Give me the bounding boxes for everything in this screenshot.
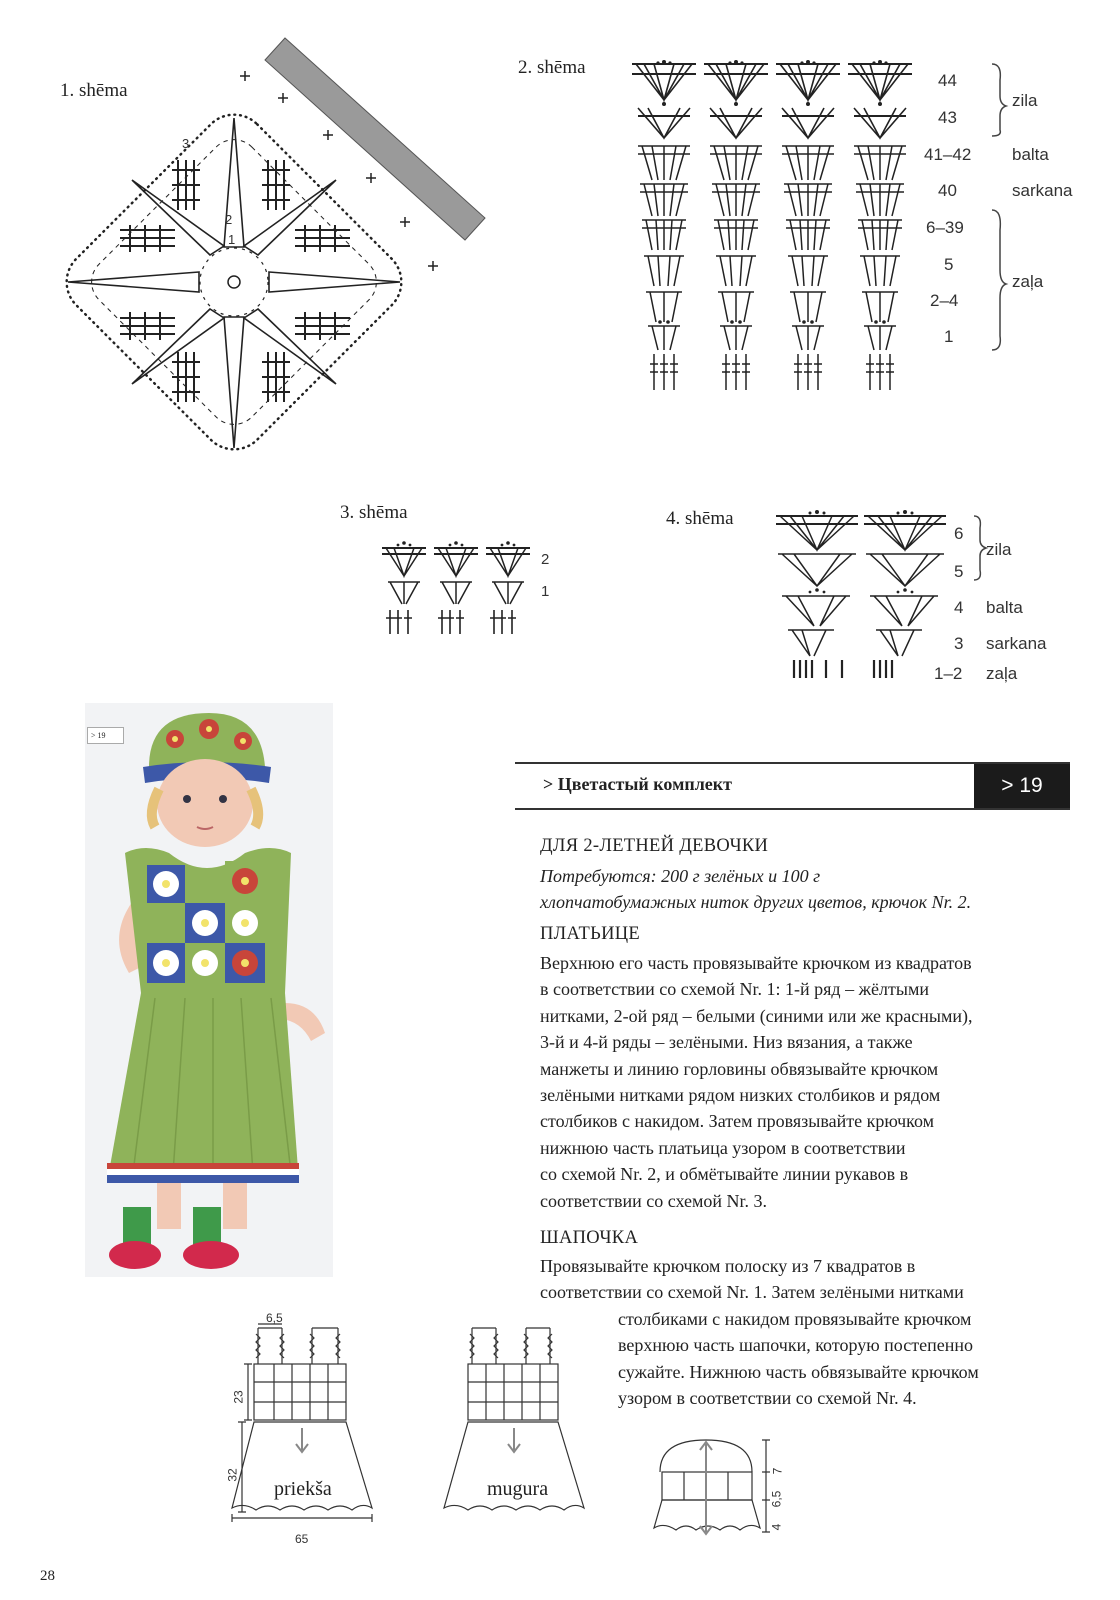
article-title-bar bbox=[515, 762, 1070, 810]
hat-dim-bottom: 4 bbox=[769, 1523, 784, 1531]
front-strap-width: 6,5 bbox=[266, 1311, 283, 1325]
front-skirt-height: 32 bbox=[225, 1468, 240, 1482]
dress-line: со схемой Nr. 2, и обмётывайте линии рукавов в bbox=[540, 1164, 909, 1185]
schema-4-color-balta: balta bbox=[986, 598, 1023, 617]
schema-2-row-41-42: 41–42 bbox=[924, 145, 972, 164]
schema-1-spike bbox=[68, 272, 199, 292]
schema-3-column bbox=[486, 541, 530, 634]
schema-3-column bbox=[434, 541, 478, 634]
back-label: mugura bbox=[487, 1478, 549, 1500]
schema-1-diagram bbox=[0, 0, 480, 460]
dress-line: соответствии со схемой Nr. 3. bbox=[540, 1190, 768, 1211]
schema-1-spike bbox=[224, 118, 244, 247]
leg bbox=[157, 1183, 181, 1229]
schema-1-label: 1. shēma bbox=[60, 80, 128, 101]
product-photo bbox=[85, 703, 333, 1277]
shoe bbox=[109, 1241, 161, 1269]
back-pattern bbox=[434, 1322, 604, 1542]
hat-line: соответствии со схемой Nr. 1. Затем зелёными нитками bbox=[540, 1282, 964, 1303]
hat-line: сужайте. Нижнюю часть обвязывайте крючком bbox=[618, 1361, 979, 1382]
schema-4-row-1-2: 1–2 bbox=[934, 664, 963, 683]
front-pattern bbox=[222, 1322, 392, 1562]
schema-4-row-3: 3 bbox=[954, 634, 964, 653]
dress-line: нижнюю часть платьица узором в соответствии bbox=[540, 1137, 906, 1158]
schema-2-column bbox=[632, 60, 696, 390]
front-hem-width: 65 bbox=[295, 1532, 309, 1546]
schema-1-round-1: 1 bbox=[228, 232, 236, 247]
hat-line: столбиками с накидом провязывайте крючком bbox=[618, 1308, 972, 1329]
schema-4-bottom-stitches bbox=[794, 660, 892, 678]
hat-heading: ШАПОЧКА bbox=[540, 1228, 639, 1248]
schema-2-row-40: 40 bbox=[938, 181, 957, 200]
leg bbox=[223, 1183, 247, 1229]
girl-in-dress-illustration bbox=[85, 703, 333, 1277]
dress-heading: ПЛАТЬИЦЕ bbox=[540, 924, 640, 944]
schema-3-diagram bbox=[380, 540, 550, 640]
schema-3-row-2: 2 bbox=[541, 551, 550, 568]
schema-2-color-zala: zaļa bbox=[1012, 272, 1044, 291]
schema-2-diagram bbox=[630, 60, 930, 390]
dress-line: нитками, 2-ой ряд – белыми (синими или же красными), bbox=[540, 1005, 973, 1026]
article-title: > Цветастый комплект bbox=[543, 774, 733, 794]
dress-line: манжеты и линию горловины обвязывайте крючком bbox=[540, 1058, 939, 1079]
schema-1-stitch-bundle bbox=[120, 225, 175, 252]
hat-dim-top: 7 bbox=[770, 1467, 785, 1475]
schema-2-column bbox=[848, 60, 912, 390]
dress-line: зелёными нитками рядом низких столбиков и рядом bbox=[540, 1085, 941, 1106]
schema-1-plus-mark bbox=[240, 71, 250, 81]
schema-1-round-3: 3 bbox=[182, 136, 190, 151]
hat-line: верхнюю часть шапочки, которую постепенно bbox=[618, 1335, 973, 1356]
front-label: priekša bbox=[274, 1478, 332, 1500]
schema-4-row-4: 4 bbox=[954, 598, 964, 617]
front-bodice-height: 23 bbox=[231, 1390, 246, 1404]
materials-text bbox=[540, 863, 1080, 916]
schema-2-column bbox=[776, 60, 840, 390]
schema-1-stitch-bundle bbox=[295, 225, 350, 252]
schema-4-color-zala: zaļa bbox=[986, 664, 1018, 683]
article-subtitle: ДЛЯ 2-ЛЕТНЕЙ ДЕВОЧКИ bbox=[540, 836, 769, 856]
materials-line: хлопчатобумажных ниток других цветов, крючок Nr. 2. bbox=[540, 892, 972, 913]
shoe bbox=[183, 1241, 239, 1269]
hat-line: узором в соответствии со схемой Nr. 4. bbox=[618, 1388, 917, 1409]
dress-instructions bbox=[540, 950, 1080, 1214]
schema-3-column bbox=[382, 541, 426, 634]
schema-1-plus-mark bbox=[428, 261, 438, 271]
hat-dim-middle: 6,5 bbox=[769, 1490, 784, 1508]
schema-1-plus-mark bbox=[323, 130, 333, 140]
hat-line: Провязывайте крючком полоску из 7 квадратов в bbox=[540, 1256, 916, 1276]
schema-4-column bbox=[864, 510, 946, 656]
face bbox=[157, 759, 253, 847]
schema-1-plus-mark bbox=[366, 173, 376, 183]
schema-3-row-1: 1 bbox=[541, 583, 550, 600]
schema-1-spike bbox=[244, 309, 336, 384]
schema-1-spike bbox=[224, 317, 244, 448]
materials-line: Потребуются: 200 г зелёных и 100 г bbox=[540, 866, 821, 886]
page-number: 28 bbox=[40, 1568, 55, 1584]
schema-2-row-6-39: 6–39 bbox=[926, 218, 964, 237]
schema-1-stitch-bundle bbox=[295, 312, 350, 340]
schema-1-stitch-bundle bbox=[172, 352, 200, 402]
schema-2-color-zila: zila bbox=[1012, 91, 1038, 110]
schema-2-color-sarkana: sarkana bbox=[1012, 181, 1073, 200]
schema-3-label: 3. shēma bbox=[340, 502, 408, 523]
schema-2-color-balta: balta bbox=[1012, 145, 1049, 164]
dress-line: в соответствии со схемой Nr. 1: 1-й ряд – жёлтыми bbox=[540, 979, 929, 1000]
schema-1-stitch-bundle bbox=[262, 352, 290, 402]
schema-1-spike bbox=[269, 272, 400, 292]
schema-2-column bbox=[704, 60, 768, 390]
dress-line: столбиков с накидом. Затем провязывайте крючком bbox=[540, 1111, 935, 1132]
schema-4-diagram bbox=[774, 510, 954, 680]
schema-2-row-1: 1 bbox=[944, 327, 954, 346]
schema-1-stitch-bundle bbox=[262, 160, 290, 210]
schema-4-label: 4. shēma bbox=[666, 508, 734, 529]
article-number: > 19 bbox=[974, 764, 1070, 808]
dress-line: Верхнюю его часть провязывайте крючком из квадратов bbox=[540, 953, 972, 973]
schema-1-round-2: 2 bbox=[225, 212, 233, 227]
schema-4-row-6: 6 bbox=[954, 524, 964, 543]
schema-1-stitch-bundle bbox=[120, 312, 175, 340]
schema-4-row-5: 5 bbox=[954, 562, 964, 581]
photo-tag: > 19 bbox=[87, 727, 124, 744]
schema-2-label: 2. shēma bbox=[518, 57, 586, 78]
dress-line: 3-й и 4-й ряды – зелёными. Низ вязания, а также bbox=[540, 1032, 913, 1053]
schema-2-row-43: 43 bbox=[938, 108, 957, 127]
schema-4-column bbox=[776, 510, 858, 656]
schema-2-row-2-4: 2–4 bbox=[930, 291, 959, 310]
hat-instructions bbox=[540, 1253, 1080, 1411]
schema-2-row-5: 5 bbox=[944, 255, 954, 274]
schema-1-plus-mark bbox=[400, 217, 410, 227]
schema-4-color-sarkana: sarkana bbox=[986, 634, 1047, 653]
schema-4-color-zila: zila bbox=[986, 540, 1012, 559]
schema-2-row-44: 44 bbox=[938, 71, 957, 90]
schema-1-stitch-bundle bbox=[172, 160, 200, 210]
schema-1-plus-mark bbox=[278, 93, 288, 103]
schema-1-dotted-outline bbox=[53, 101, 415, 463]
schema-1-gray-strip bbox=[265, 38, 485, 240]
